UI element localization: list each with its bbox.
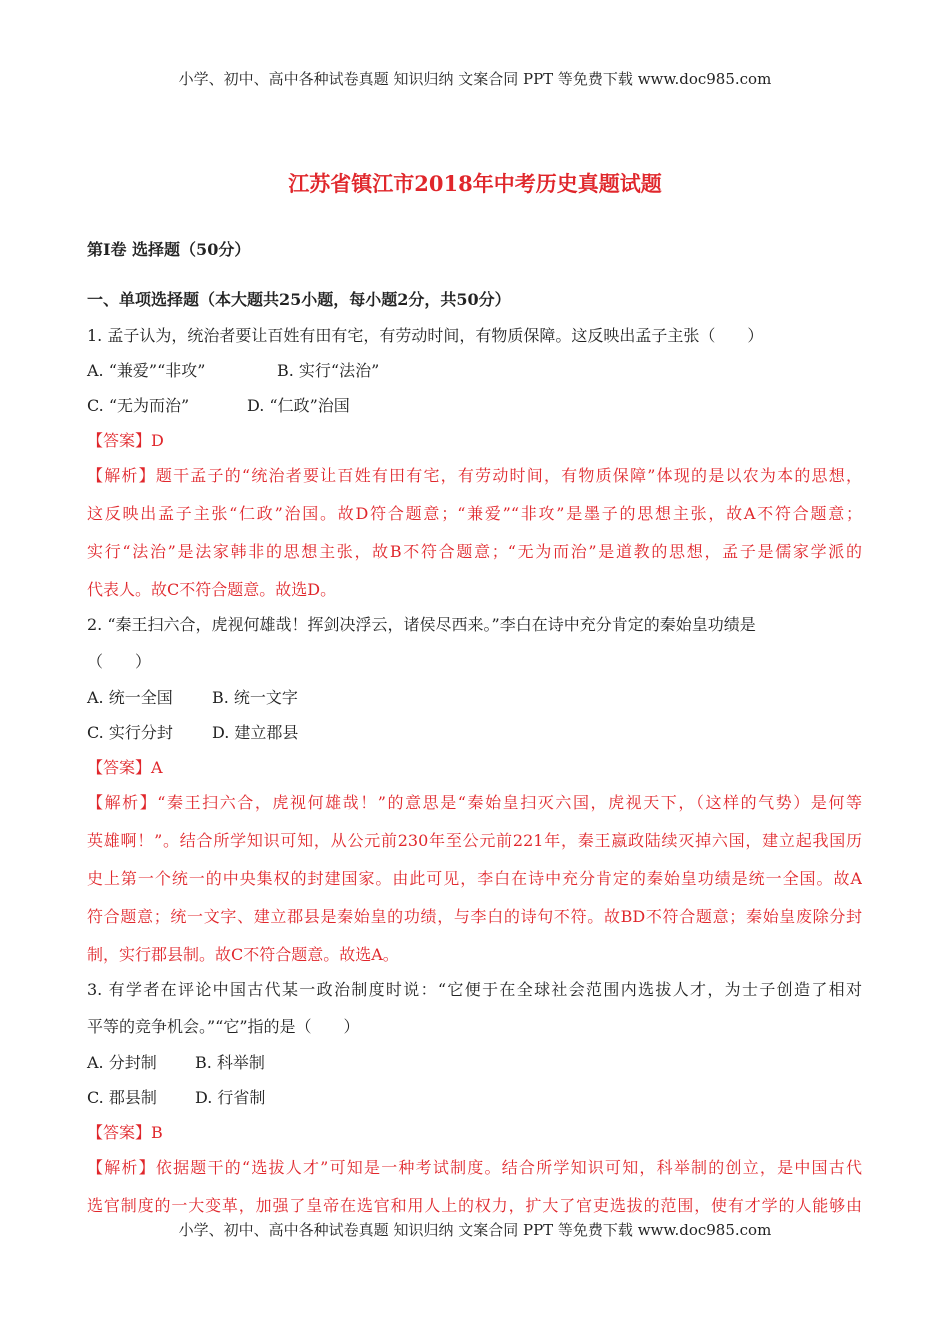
section-heading: 一、单项选择题（本大题共25小题，每小题2分，共50分） <box>87 290 511 309</box>
question-stem: 2. “秦王扫六合，虎视何雄哉！挥剑决浮云，诸侯尽西来。”李白在诗中充分肯定的秦始皇功绩是 <box>87 615 756 634</box>
question-stem: 1. 孟子认为，统治者要让百姓有田有宅，有劳动时间，有物质保障。这反映出孟子主张（ ） <box>87 326 764 345</box>
option: C. “无为而治” <box>87 396 190 415</box>
option-row <box>87 395 350 417</box>
option-row <box>87 1052 265 1074</box>
part-heading: 第Ⅰ卷 选择题（50分） <box>87 240 251 259</box>
question-stem: （ ） <box>87 652 152 671</box>
option-row <box>87 722 298 744</box>
answer: 【答案】A <box>87 758 163 777</box>
option: A. “兼爱”“非攻” <box>87 361 206 380</box>
analysis-line: 实行“法治”是法家韩非的思想主张，故B不符合题意；“无为而治”是道教的思想，孟子是儒家学派的 <box>87 542 862 561</box>
page-header: 小学、初中、高中各种试卷真题 知识归纳 文案合同 PPT 等免费下载 www.doc985.com <box>178 70 772 88</box>
analysis-line: 史上第一个统一的中央集权的封建国家。由此可见，李白在诗中充分肯定的秦始皇功绩是统一全国。故A <box>87 869 862 888</box>
option: C. 实行分封 <box>87 723 173 742</box>
analysis-line: 【解析】依据题干的“选拔人才”可知是一种考试制度。结合所学知识可知，科举制的创立，是中国古代 <box>87 1158 862 1177</box>
analysis-line: 【解析】“秦王扫六合，虎视何雄哉！”的意思是“秦始皇扫灭六国，虎视天下，（这样的气势）是何等 <box>87 793 862 812</box>
answer: 【答案】B <box>87 1123 163 1142</box>
option-row <box>87 360 379 382</box>
question-stem: 3. 有学者在评论中国古代某一政治制度时说：“它便于在全球社会范围内选拔人才，为士子创造了相对 <box>87 980 862 999</box>
question-stem: 平等的竞争机会。”“它”指的是（ ） <box>87 1017 360 1036</box>
option: B. 科举制 <box>195 1053 265 1072</box>
analysis-line: 制，实行郡县制。故C不符合题意。故选A。 <box>87 945 399 964</box>
analysis-line: 符合题意；统一文字、建立郡县是秦始皇的功绩，与李白的诗句不符。故BD不符合题意；秦始皇废除分封 <box>87 907 862 926</box>
document-title: 江苏省镇江市2018年中考历史真题试题 <box>288 171 662 196</box>
option: D. 建立郡县 <box>212 723 299 742</box>
analysis-line: 选官制度的一大变革，加强了皇帝在选官和用人上的权力，扩大了官吏选拔的范围，使有才学的人能够由 <box>87 1196 862 1215</box>
option: C. 郡县制 <box>87 1088 157 1107</box>
option: B. 实行“法治” <box>277 361 380 380</box>
page-footer: 小学、初中、高中各种试卷真题 知识归纳 文案合同 PPT 等免费下载 www.doc985.com <box>178 1221 772 1239</box>
analysis-line: 【解析】题干孟子的“统治者要让百姓有田有宅，有劳动时间，有物质保障”体现的是以农为本的思想， <box>87 466 862 485</box>
option: A. 统一全国 <box>87 688 173 707</box>
option-row <box>87 1087 265 1109</box>
analysis-line: 英雄啊！”。结合所学知识可知，从公元前230年至公元前221年，秦王嬴政陆续灭掉六国，建立起我国历 <box>87 831 862 850</box>
option-row <box>87 687 298 709</box>
option: D. “仁政”治国 <box>247 396 350 415</box>
analysis-line: 代表人。故C不符合题意。故选D。 <box>87 580 337 599</box>
option: D. 行省制 <box>195 1088 266 1107</box>
option: A. 分封制 <box>87 1053 157 1072</box>
analysis-line: 这反映出孟子主张“仁政”治国。故D符合题意；“兼爱”“非攻”是墨子的思想主张，故A不符合题意； <box>87 504 862 523</box>
option: B. 统一文字 <box>212 688 298 707</box>
answer: 【答案】D <box>87 431 164 450</box>
